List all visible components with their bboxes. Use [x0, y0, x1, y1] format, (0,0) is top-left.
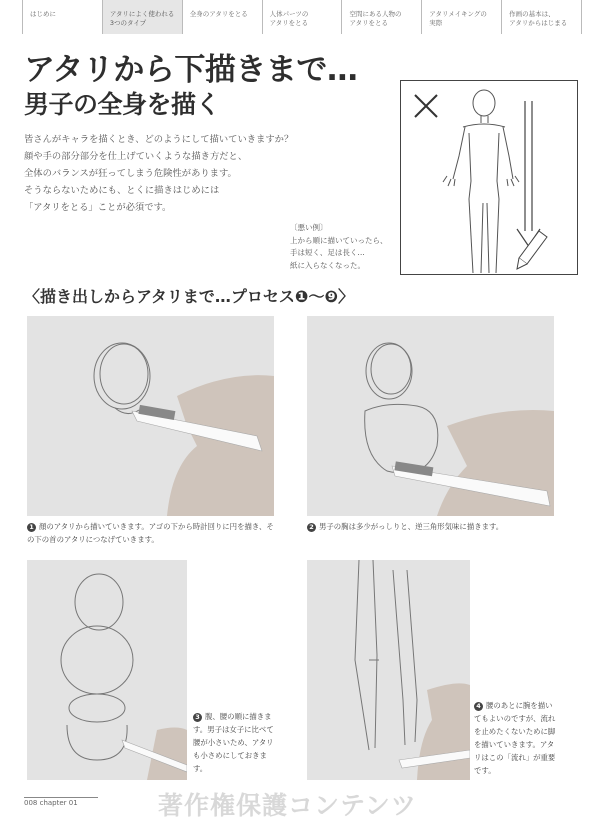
tab-body-parts[interactable]: 人体パーツの アタリをとる — [262, 0, 342, 34]
step-1-photo — [27, 316, 274, 516]
step-2-caption: 2 男子の胸は多少がっしりと、逆三角形気味に描きます。 — [307, 520, 557, 533]
x-mark-icon — [415, 95, 437, 117]
page-footer — [24, 797, 98, 810]
tab-three-types[interactable]: アタリによく使われる 3つのタイプ — [102, 0, 182, 34]
step-number-badge: 2 — [307, 523, 316, 532]
tab-making[interactable]: アタリメイキングの 実際 — [421, 0, 501, 34]
title-line-2: 男子の全身を描く — [24, 90, 221, 119]
chapter-label: chapter 01 — [39, 799, 78, 807]
step-1-caption: 1 顔のアタリから描いていきます。アゴの下から時計回りに円を描き、その下の首のアタリにつなげていきます。 — [27, 522, 274, 544]
step-number-badge: 4 — [474, 702, 483, 711]
intro-text: 皆さんがキャラを描くとき、どのようにして描いていきますか？ 顔や手の部分部分を仕上げていくような描き方だと、 全体のバランスが狂ってしまう危険性があります。 そうならないためにも、とくに描きはじめには 「アタリをとる」ことが必須です。 — [24, 134, 294, 213]
tab-full-body[interactable]: 全身のアタリをとる — [182, 0, 262, 34]
step-2-photo — [307, 316, 554, 516]
watermark: 著作権保護コンテンツ — [158, 791, 417, 820]
page-title — [24, 52, 357, 120]
page-number: 008 — [24, 799, 38, 807]
step-4-photo — [307, 560, 470, 780]
step-number-badge: 1 — [27, 523, 36, 532]
title-line-1: アタリから下描きまで… — [24, 52, 358, 88]
step-4-caption: 4 腰のあとに腕を描いてもよいのですが、流れを止めたくないために脚を描いていきます。アタリはこの「流れ」が重要です。 — [474, 701, 556, 775]
bad-example-figure — [400, 80, 578, 275]
section-heading: 〈描き出しからアタリまで…プロセス❶〜❾〉 — [24, 287, 355, 306]
tab-intro[interactable]: はじめに — [22, 0, 102, 34]
step-number-badge: 3 — [193, 713, 202, 722]
step-3-caption: 3 腹、腰の順に描きます。男子は女子に比べて腰が小さいため、アタリも小さめにしておきます。 — [193, 712, 274, 773]
down-arrow-icon — [517, 101, 540, 246]
chapter-tabs — [22, 0, 582, 34]
tab-space[interactable]: 空間にある人物の アタリをとる — [341, 0, 421, 34]
step-3-photo — [27, 560, 187, 780]
figure-drawing — [443, 90, 519, 273]
tab-basics[interactable]: 作画の基本は、 アタリからはじまる — [501, 0, 582, 34]
bad-example-caption: 〔悪い例〕 上から順に描いていったら、 手は短く、足は長く… 紙に入らなくなった。 — [290, 223, 388, 270]
